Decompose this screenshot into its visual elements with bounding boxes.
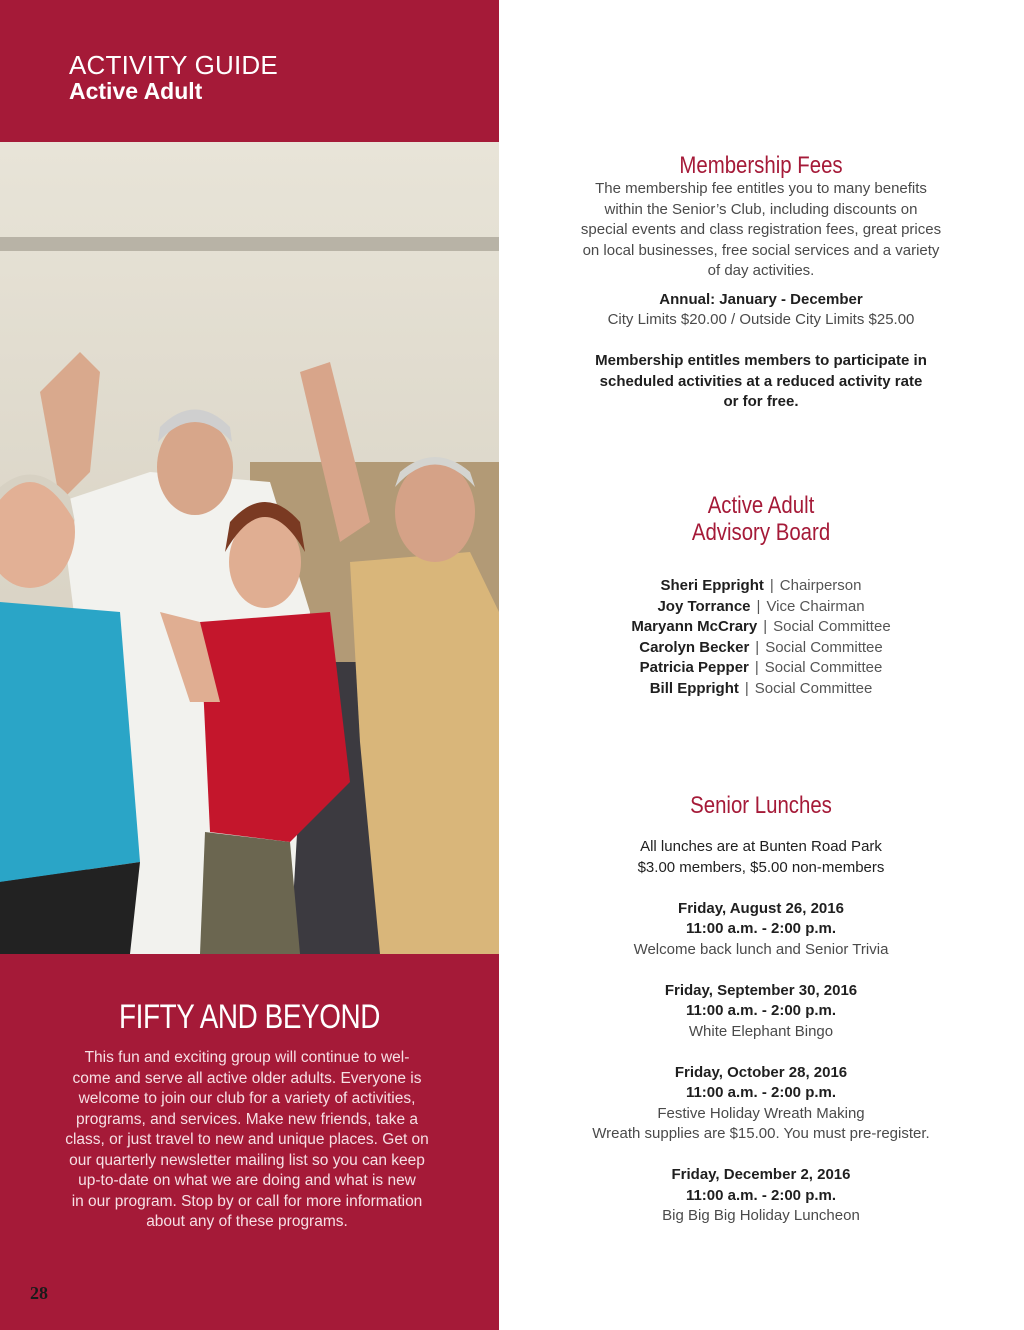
lunch-date: Friday, September 30, 2016 <box>664 981 858 999</box>
lunches-title: Senior Lunches <box>690 792 832 819</box>
fifty-body <box>60 1048 434 1233</box>
member-name: Carolyn Becker <box>639 638 750 656</box>
member-role: Social Committee <box>765 638 883 656</box>
fifty-line: class, or just travel to new and unique places. Get on <box>65 1131 429 1148</box>
fifty-line: come and serve all active older adults. Everyone is <box>72 1069 422 1087</box>
member-separator: | <box>744 679 749 697</box>
lunch-time: 11:00 a.m. - 2:00 p.m. <box>685 1002 837 1019</box>
fifty-line: welcome to join our club for a variety of activities, <box>78 1090 416 1107</box>
member-separator: | <box>755 638 760 656</box>
membership-body-line: of day activities. <box>707 262 815 279</box>
lunch-event <box>560 899 962 961</box>
fifty-line: in our program. Stop by or call for more information <box>71 1192 423 1210</box>
membership-body-line: within the Senior’s Club, including discounts on <box>604 200 918 218</box>
membership-section <box>560 152 962 413</box>
fifty-line: about any of these programs. <box>146 1213 348 1230</box>
lunch-desc: Festive Holiday Wreath Making <box>657 1104 865 1122</box>
annual-label: Annual: January - December <box>659 290 863 308</box>
member-name: Maryann McCrary <box>631 618 758 635</box>
board-member <box>560 658 962 679</box>
member-role: Social Committee <box>773 618 891 635</box>
lunch-date: Friday, October 28, 2016 <box>674 1063 848 1081</box>
member-name: Sheri Eppright <box>660 577 764 594</box>
board-section <box>560 492 962 699</box>
lunch-time: 11:00 a.m. - 2:00 p.m. <box>685 1084 837 1101</box>
board-member <box>560 576 962 597</box>
member-role: Social Committee <box>764 659 883 676</box>
lunch-event <box>560 1063 962 1145</box>
membership-note-line: scheduled activities at a reduced activity rate <box>599 372 923 390</box>
board-member <box>560 617 962 638</box>
lunch-event <box>560 1165 962 1227</box>
member-role: Social Committee <box>754 679 873 697</box>
board-member <box>560 638 962 659</box>
member-separator: | <box>769 577 774 594</box>
lunches-location: All lunches are at Bunten Road Park <box>640 838 882 855</box>
member-separator: | <box>754 659 759 676</box>
board-member <box>560 597 962 618</box>
membership-note-line: or for free. <box>723 393 799 410</box>
member-role: Chairperson <box>779 577 862 594</box>
lunch-time: 11:00 a.m. - 2:00 p.m. <box>685 1186 837 1204</box>
membership-body-line: on local businesses, free social services and a variety <box>582 241 940 259</box>
member-separator: | <box>756 597 761 615</box>
member-name: Bill Eppright <box>649 679 739 697</box>
fifty-line: up-to-date on what we are doing and what is new <box>78 1172 416 1189</box>
lunch-desc: White Elephant Bingo <box>688 1022 834 1040</box>
member-name: Joy Torrance <box>657 597 751 615</box>
board-member <box>560 679 962 700</box>
lunch-date: Friday, December 2, 2016 <box>671 1166 851 1183</box>
membership-body-line: The membership fee entitles you to many benefits <box>595 180 927 197</box>
member-role: Vice Chairman <box>766 597 865 615</box>
board-title-line: Active Adult <box>707 492 815 519</box>
member-separator: | <box>763 618 768 635</box>
fifty-line: This fun and exciting group will continue to wel- <box>84 1049 410 1066</box>
lunch-desc: Welcome back lunch and Senior Trivia <box>633 940 889 958</box>
section-label: Active Adult <box>69 78 203 104</box>
board-title-line: Advisory Board <box>691 519 831 546</box>
fifty-title: FIFTY AND BEYOND <box>119 998 380 1036</box>
fifty-line: our quarterly newsletter mailing list so you can keep <box>69 1151 425 1169</box>
lunch-time: 11:00 a.m. - 2:00 p.m. <box>685 920 837 937</box>
page-number: 28 <box>30 1283 48 1303</box>
lunch-desc: Big Big Big Holiday Luncheon <box>662 1207 860 1224</box>
member-name: Patricia Pepper <box>639 659 749 676</box>
membership-body-line: special events and class registration fees, great prices <box>580 221 942 238</box>
lunch-event <box>560 981 962 1043</box>
membership-prices: City Limits $20.00 / Outside City Limits $25.00 <box>607 311 915 328</box>
seniors-photo <box>0 142 499 954</box>
membership-note-line: Membership entitles members to participate in <box>595 352 927 369</box>
fifty-line: programs, and services. Make new friends, take a <box>75 1110 418 1128</box>
membership-title: Membership Fees <box>679 152 843 179</box>
lunches-price: $3.00 members, $5.00 non-members <box>637 858 885 876</box>
activity-guide-label: ACTIVITY GUIDE <box>69 50 278 80</box>
lunch-extra: Wreath supplies are $15.00. You must pre-register. <box>592 1125 930 1142</box>
lunch-date: Friday, August 26, 2016 <box>678 899 844 917</box>
lunches-section <box>560 792 962 1227</box>
